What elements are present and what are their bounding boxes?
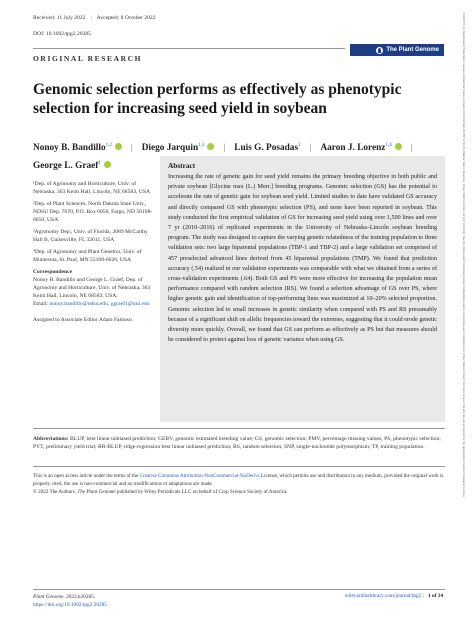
author[interactable]: Aaron J. Lorenz$^{1,4}$ — [320, 143, 401, 153]
abbreviations-text: BLUP, best linear unbiased prediction; GEBV, genomic estimated breeding value; GS, genomic selection; PMV, percentage missing values; PS, phenotypic selection; PYT, preliminary yield trial; RR-BLUP, ridge-regression best linear unbiased prediction; RS, random selection; SNP, single-nucleotide polymorphism; TP, training population. — [33, 436, 441, 450]
author[interactable]: Nonoy B. Bandillo$^{1,2}$ — [33, 143, 122, 153]
affiliation: ²Dep. of Plant Sciences, North Dakota State Univ., NDSU Dep. 7670, P.O. Box 6050, Fargo, ND 58108-6050, USA — [33, 201, 153, 223]
journal-banner-name: The Plant Genome — [386, 47, 439, 53]
footer-journal: Plant Genome. — [33, 594, 65, 600]
doi-line: DOI: 10.1002/tpg2.20285 — [33, 31, 91, 37]
copyright-publisher: published by Wiley Periodicals LLC on behalf of Crop Science Society of America. — [116, 489, 288, 495]
license-rule — [33, 466, 445, 467]
correspondence-text: Nonoy B. Bandillo and George L. Graef, Dep. of Agronomy and Horticulture, Univ. of Nebraska, 363 Keim Hall, Lincoln, NE 68583, USA. — [33, 277, 151, 299]
author-list: Nonoy B. Bandillo$^{1,2}$ | Diego Jarquin$^{1,3}$ | Luis G. Posadas$^1$ | Aaron J. Lorenz$^{1,4}$ | George L. Graef$^1$ — [33, 143, 413, 172]
affiliations-column — [33, 180, 158, 324]
email-label: Email: — [33, 301, 48, 307]
header-rule — [33, 48, 345, 49]
abbrev-rule — [33, 428, 445, 429]
email-links[interactable]: nonoy.bandillo@ndsu.edu, ggraef1@unl.edu — [49, 301, 150, 307]
affiliation: ³Agronomy Dep., Univ. of Florida, 2089 McCarthy Hall B, Gainesville, FL 32611, USA — [33, 229, 148, 243]
footer-citation — [33, 593, 107, 609]
journal-logo-icon — [376, 47, 383, 54]
section-label: ORIGINAL RESEARCH — [33, 54, 143, 63]
page-number: 1 of 14 — [427, 593, 443, 599]
abbreviations — [33, 435, 445, 451]
editor-note: Assigned to Associate Editor Adam Famoso. — [33, 317, 134, 323]
orcid-icon[interactable] — [104, 161, 111, 168]
accepted-date: Accepted: 8 October 2022 — [96, 15, 156, 21]
footer-site-link[interactable]: wileyonlinelibrary.com/journal/tpg2 — [344, 593, 422, 599]
copyright-text: © 2022 The Authors. — [33, 489, 77, 495]
download-sidebar — [459, 12, 469, 612]
footer-rule — [33, 589, 445, 590]
license-text-cont: License, which permits use and distribution in any medium, provided the original work is properly cited, the use is non-commercial and no modifications or adaptations are made. — [33, 473, 444, 487]
license-link[interactable]: Creative Commons Attribution-NonCommercial-NoDerivs — [139, 473, 260, 479]
abbreviations-label: Abbreviations: — [33, 436, 69, 442]
copyright-journal: The Plant Genome — [77, 489, 116, 495]
author[interactable]: George L. Graef$^1$ — [33, 161, 111, 171]
license-block — [33, 472, 445, 496]
article-title: Genomic selection performs as effectively as phenotypic selection for increasing seed yield in soybean — [33, 81, 402, 117]
received-date: Received: 11 July 2022 — [33, 15, 86, 21]
footer-right: wileyonlinelibrary.com/journal/tpg2 | 1 of 14 — [344, 593, 443, 599]
abstract-text: Increasing the rate of genetic gain for seed yield remains the primary breeding objective in both public and private soybean [Glycine max (L.) Merr.] breeding programs. Genomic selection (GS) has the potential to accelerate the rate of genetic gain for soybean seed yield. Limited studies to date have validated GS accuracy and directly compared GS with phenotypic selection (PS), and none have been reported in soybean. This study conducted the first empirical validation of GS for increasing seed yield using over 1,500 lines and over 7 yr (2010–2016) of replicated experiments in the University of Nebraska–Lincoln soybean breeding program. The study was designed to capture the varying genetic relatedness of the training population to three validation sets: two large biparental populations (TBP-1 and TBP-2) and a large validation set comprised of 457 preselected advanced lines derived from 45 biparental populations (TMP). We found that prediction accuracy (.54) realized in our validation experiments was comparable with what we obtained from a series of cross-validation experiments (.64). Both GS and PS were more effective for increasing the population mean performance compared with random selection (RS). We found a selection advantage of GS over PS, where higher genetic gain and identification of top-performing lines was maximized at 10–20% selected proportion. Genomic selection led to small increases in genetic similarity when compared with PS and RS presumably because of a significant shift on allelic frequencies toward the extremes, suggesting that it could erode genetic diversity more quickly. Overall, we found that GS can perform as effectively as PS but that measures should be considered to protect against loss of genetic variance when using GS. — [168, 174, 437, 344]
received-accepted-line — [33, 15, 155, 21]
journal-banner — [350, 44, 444, 56]
correspondence-heading: Correspondence — [33, 269, 73, 275]
affiliation: ¹Dep. of Agronomy and Horticulture, Univ. of Nebraska, 363 Keim Hall, Lincoln, NE 68583, USA — [33, 181, 150, 195]
abstract-box — [160, 156, 445, 422]
separator: | — [90, 15, 92, 21]
affiliation: ⁴Dep. of Agronomy and Plant Genetics, Univ. of Minnesota, St. Paul, MN 55108-6026, USA — [33, 249, 142, 263]
footer-doi-link[interactable]: https://doi.org/10.1002/tpg2.20285 — [33, 602, 107, 608]
download-notice: 19403372, 0, Downloaded from https://acsess.onlinelibrary.wiley.com/doi/10.1002/tpg2.20285 by North Dakota State University, Wiley Online Library on [22/12/2022]. See the Terms and Conditions (https://onlinelibrary.wiley.com/terms-and-conditions) on Wiley Online Library for rules of use; OA articles are governed by the applicable Creative Commons License — [462, 12, 466, 498]
license-text: This is an open access article under the terms of the — [33, 473, 139, 479]
abstract-heading: Abstract — [168, 161, 196, 170]
footer-volume: 2022;e20285. — [66, 594, 96, 600]
author[interactable]: Diego Jarquin$^{1,3}$ — [142, 143, 215, 153]
orcid-icon[interactable] — [395, 143, 402, 150]
orcid-icon[interactable] — [115, 143, 122, 150]
author[interactable]: Luis G. Posadas$^1$ — [234, 143, 301, 154]
